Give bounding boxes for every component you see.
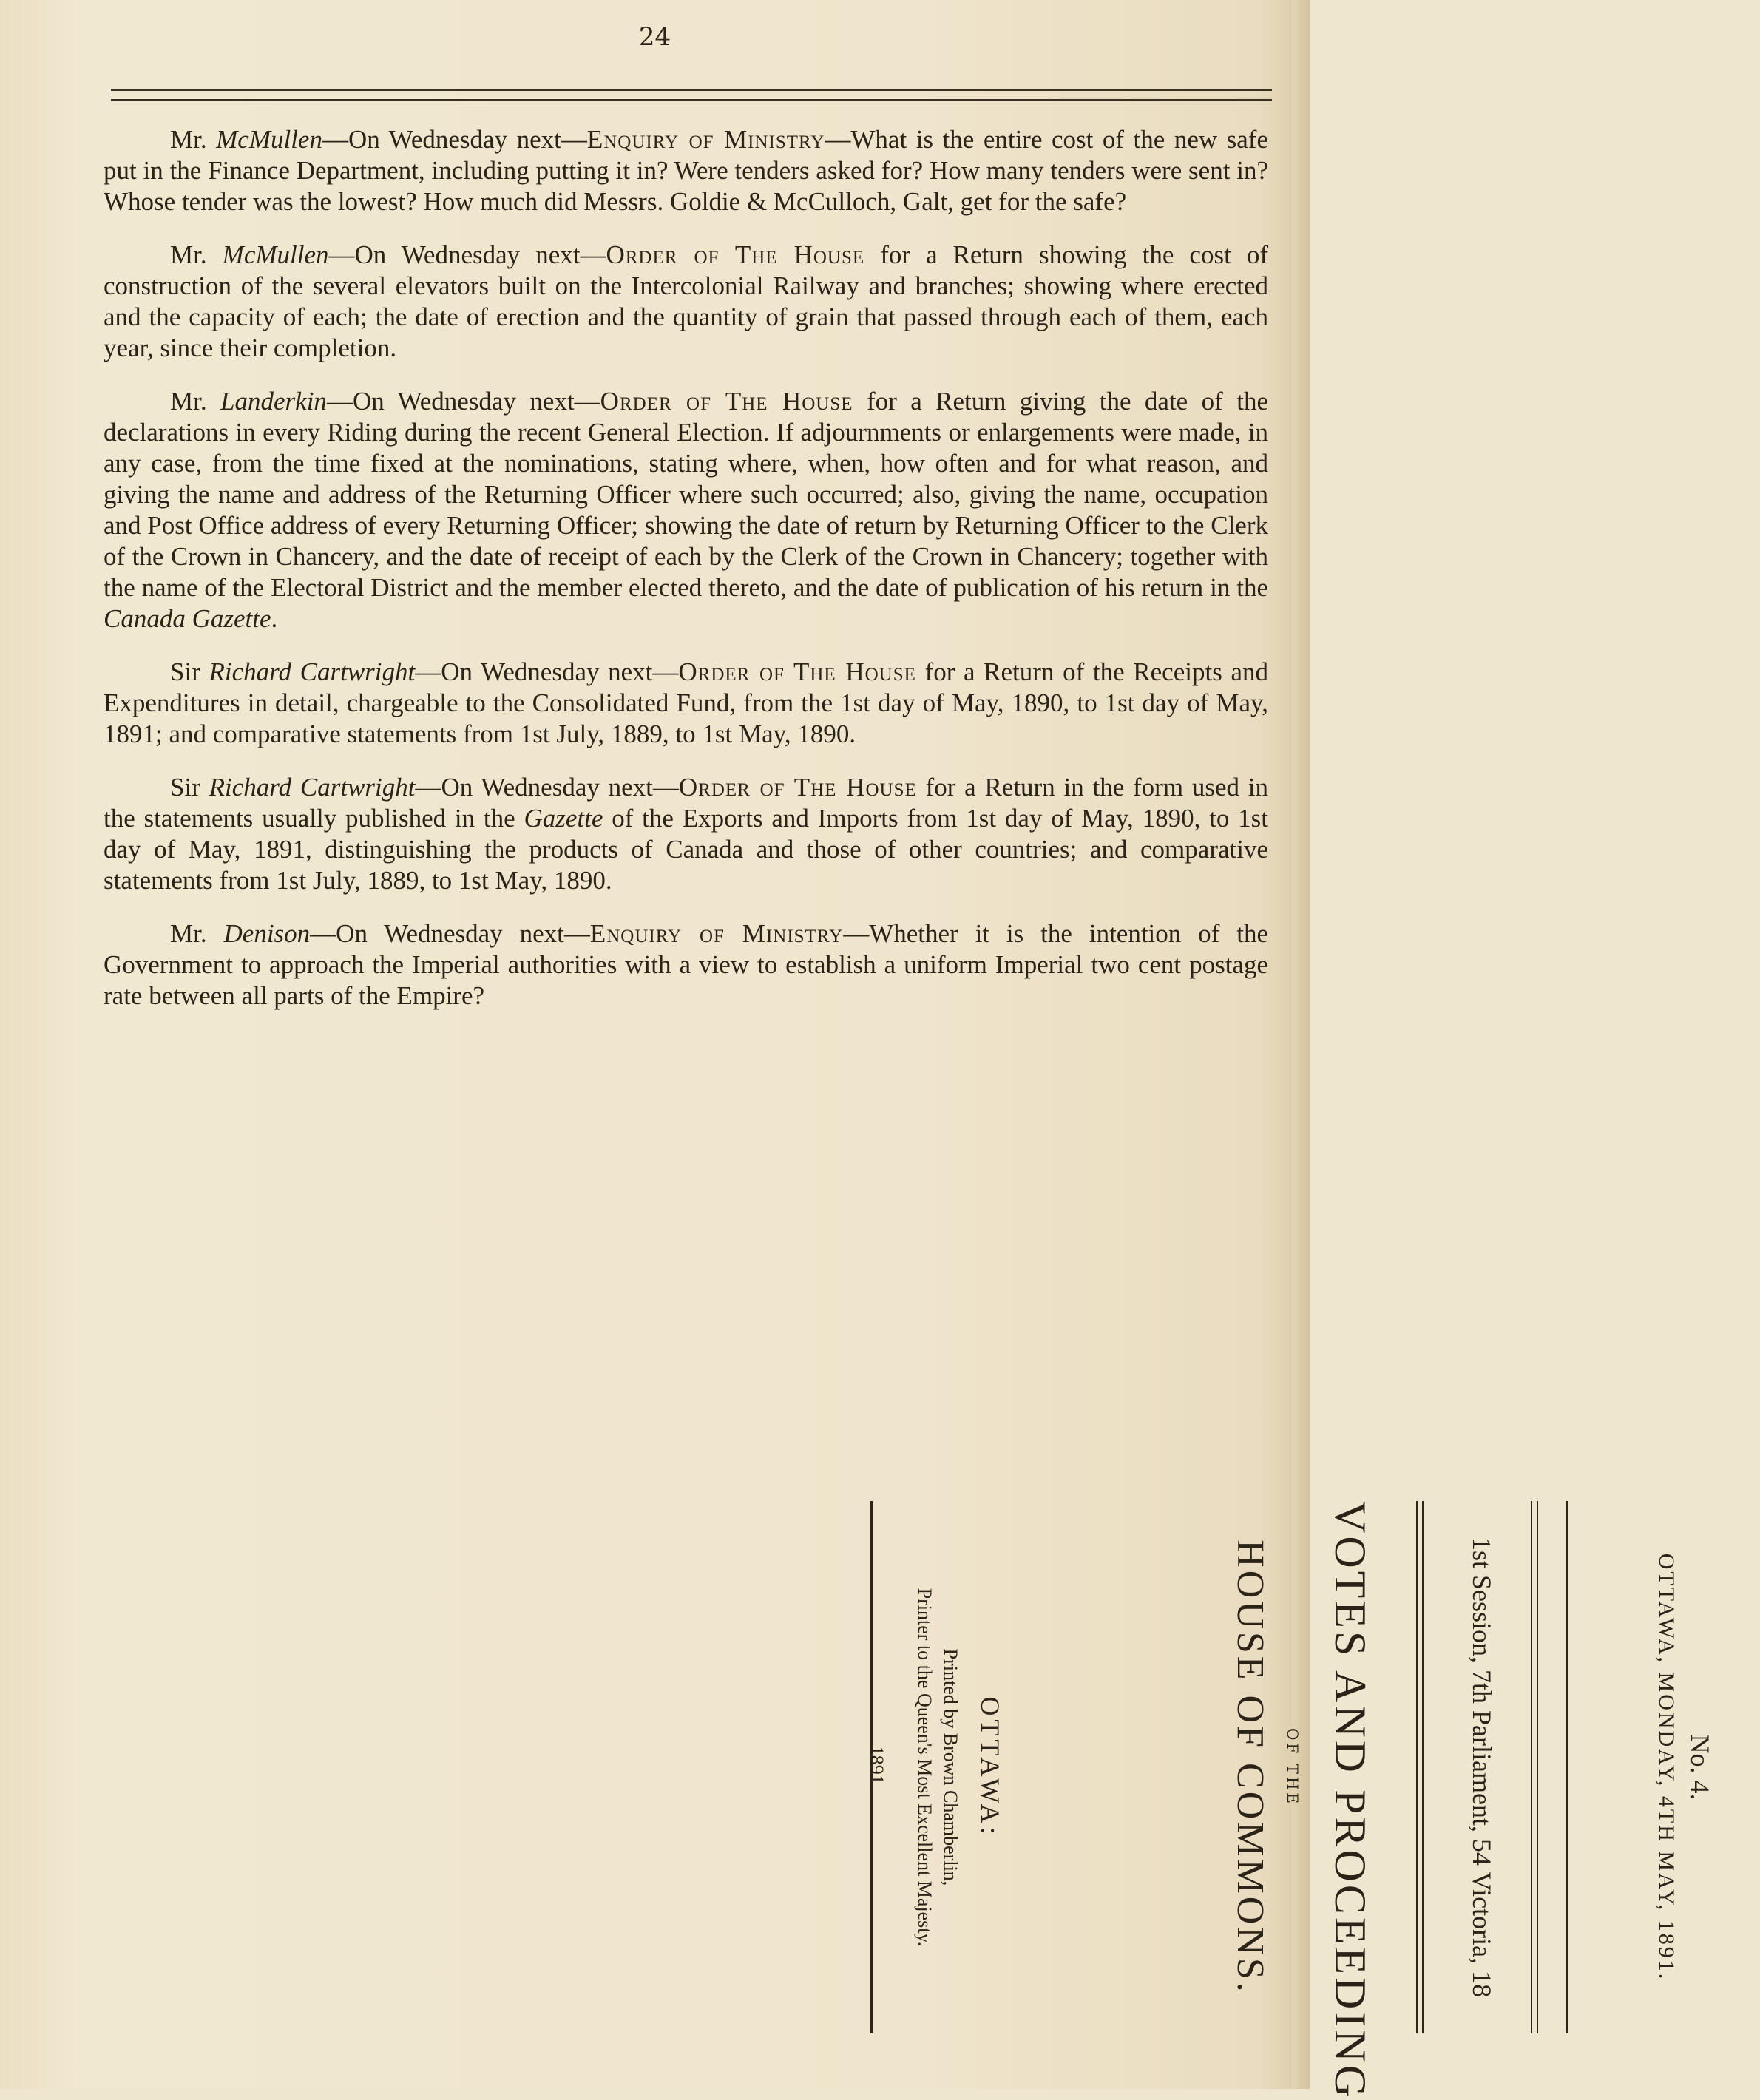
notice-timing: —On Wednesday next— bbox=[415, 657, 679, 686]
member-title: Mr. bbox=[170, 919, 207, 948]
member-title: Mr. bbox=[170, 125, 207, 154]
member-title: Sir bbox=[170, 773, 200, 802]
house-title: HOUSE OF COMMONS. bbox=[1229, 1540, 1271, 1995]
member-title: Sir bbox=[170, 657, 200, 686]
imprint-office: Printer to the Queen's Most Excellent Majesty. bbox=[914, 1588, 935, 1947]
title-rule bbox=[1537, 1501, 1538, 2033]
notice-text: of the Exports and Imports from 1st day of May, 1890, to 1st day of May, 1891, distinguishing the products of Canada and those of other countries; and comparative statements from 1st July, 1889, to 1st May, 1890. bbox=[104, 804, 1268, 895]
notice-kind: Enquiry of Ministry bbox=[589, 919, 844, 948]
votes-title: VOTES AND PROCEEDING bbox=[1326, 1501, 1375, 2100]
imprint-place: OTTAWA: bbox=[975, 1696, 1005, 1838]
member-title: Mr. bbox=[170, 240, 207, 269]
notice-timing: —On Wednesday next— bbox=[415, 773, 679, 802]
issue-number: No. 4. bbox=[1685, 1734, 1715, 1801]
notice-paragraph bbox=[104, 918, 1268, 1012]
notice-kind: Order of The House bbox=[600, 387, 853, 416]
publication-name: Gazette bbox=[524, 804, 603, 833]
notice-paragraph bbox=[104, 240, 1268, 364]
notice-text: —Whether it is the intention of the Government to approach the Imperial authorities with a view to establish a uniform Imperial two cent postage rate between all parts of the Empire? bbox=[104, 919, 1268, 1010]
notice-kind: Order of The House bbox=[678, 657, 916, 686]
notice-end: . bbox=[271, 604, 278, 633]
notice-text: for a Return showing the cost of construction of the several elevators built on the Intercolonial Railway and branches; showing where erected and the capacity of each; the date of erection and the quantity of grain that passed through each of them, each year, since their completion. bbox=[104, 240, 1269, 362]
session-line: 1st Session, 7th Parliament, 54 Victoria, 18 bbox=[1467, 1537, 1497, 1998]
page-number: 24 bbox=[638, 22, 671, 52]
title-rule bbox=[1531, 1501, 1532, 2033]
notice-timing: —On Wednesday next— bbox=[322, 125, 587, 154]
notice-kind: Order of The House bbox=[606, 240, 865, 269]
notice-paragraph bbox=[104, 124, 1268, 217]
title-rule bbox=[1422, 1501, 1424, 2033]
publication-name: Canada Gazette bbox=[104, 604, 271, 633]
member-name: Landerkin bbox=[220, 387, 327, 416]
notice-text: for a Return of the Receipts and Expenditures in detail, chargeable to the Consolidated Fund, from the 1st day of May, 1890, to 1st day of May, 1891; and comparative statements from 1st July, 1889, to 1st May, 1890. bbox=[104, 657, 1268, 748]
notices-body bbox=[104, 124, 1268, 1034]
notice-text: for a Return giving the date of the declarations in every Riding during the recent General Election. If adjournments or enlargements were made, in any case, from the time fixed at the nominations, stating where, when, how often and for what reason, and giving the name and address of the Returning Officer where such occurred; also, giving the name, occupation and Post Office address of every Returning Officer; showing the date of return by Returning Officer to the Clerk of the Crown in Chancery, and the date of receipt of each by the Clerk of the Crown in Chancery; together with the name of the Electoral District and the member elected thereto, and the date of publication of his return in the bbox=[104, 387, 1268, 602]
notice-timing: —On Wednesday next— bbox=[326, 387, 600, 416]
header-rule bbox=[111, 99, 1272, 101]
member-name: Richard Cartwright bbox=[209, 773, 416, 802]
member-name: Richard Cartwright bbox=[209, 657, 416, 686]
header-rule bbox=[111, 89, 1272, 91]
title-rule bbox=[1566, 1501, 1568, 2033]
rotated-title-block bbox=[118, 1501, 1715, 2100]
title-rule bbox=[1416, 1501, 1418, 2033]
of-the-label: OF THE bbox=[1284, 1727, 1302, 1806]
member-name: McMullen bbox=[222, 240, 329, 269]
notice-timing: —On Wednesday next— bbox=[310, 919, 590, 948]
imprint-year: 1891. bbox=[866, 1745, 887, 1789]
title-block-content bbox=[651, 1501, 1760, 2100]
notice-timing: —On Wednesday next— bbox=[328, 240, 606, 269]
notice-kind: Enquiry of Ministry bbox=[586, 125, 825, 154]
notice-kind: Order of The House bbox=[678, 773, 917, 802]
imprint-printer: Printed by Brown Chamberlin, bbox=[940, 1648, 961, 1886]
notice-text: —What is the entire cost of the new safe put in the Finance Department, including putting it in? Were tenders asked for? How many tenders were sent in? Whose tender was the lowest? How much did Messrs. Goldie & McCulloch, Galt, get for the safe? bbox=[104, 125, 1268, 216]
notice-paragraph bbox=[104, 772, 1268, 896]
member-title: Mr. bbox=[170, 387, 207, 416]
member-name: McMullen bbox=[216, 125, 322, 154]
member-name: Denison bbox=[223, 919, 311, 948]
issue-date: OTTAWA, MONDAY, 4TH MAY, 1891. bbox=[1654, 1553, 1679, 1982]
notice-text: for a Return in the form used in the statements usually published in the bbox=[104, 773, 1268, 833]
notice-paragraph bbox=[104, 657, 1268, 750]
notice-paragraph bbox=[104, 386, 1268, 634]
